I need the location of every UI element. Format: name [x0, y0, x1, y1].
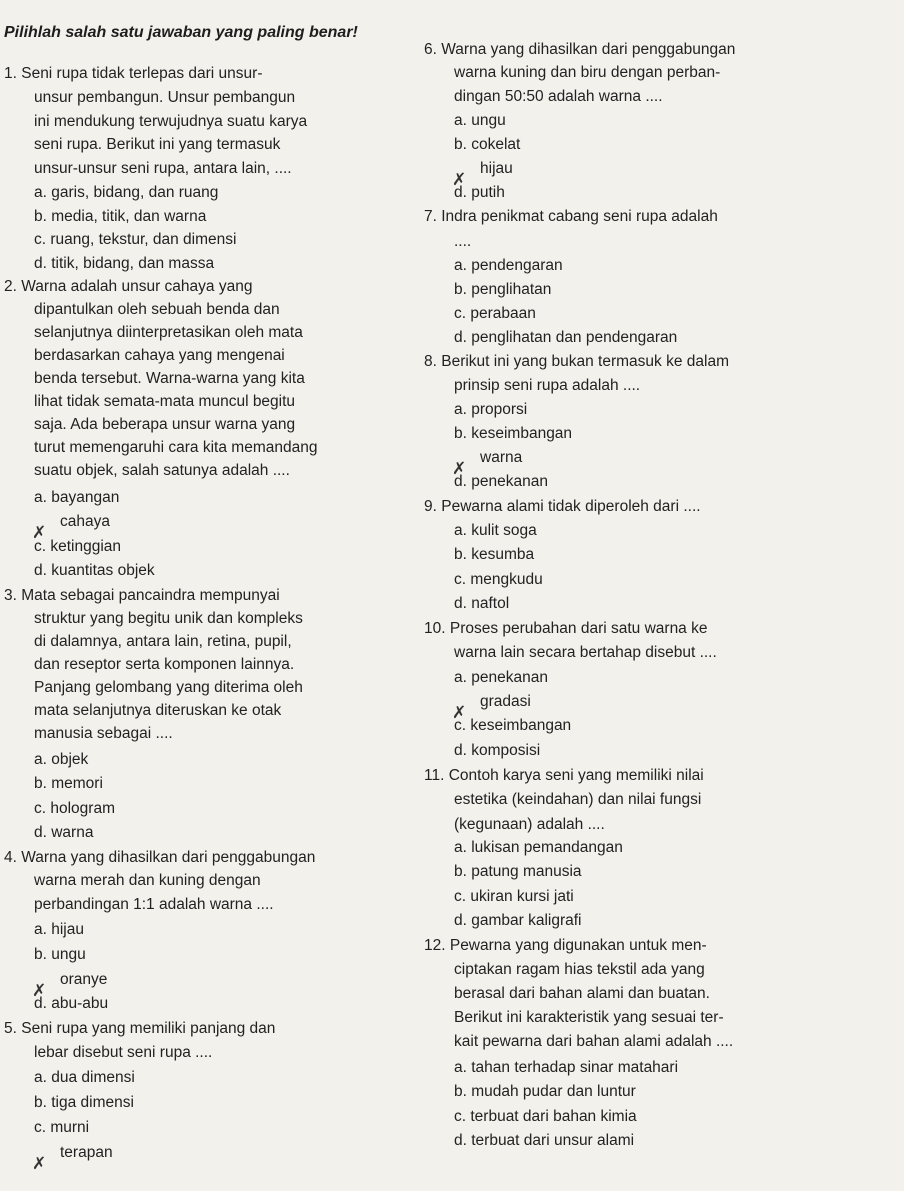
question-text-line: berasal dari bahan alami dan buatan.	[454, 985, 710, 1002]
question-text-line: ini mendukung terwujudnya suatu karya	[34, 113, 308, 130]
question-text-line: warna lain secara bertahap disebut ....	[454, 644, 717, 661]
answer-option: a. lukisan pemandangan	[454, 839, 623, 856]
answer-option: b. memori	[34, 775, 103, 792]
question-line: 8. Berikut ini yang bukan termasuk ke dalam	[424, 353, 729, 370]
question-text-line: struktur yang begitu unik dan kompleks	[34, 610, 303, 627]
question-line: 3. Mata sebagai pancaindra mempunyai	[4, 587, 280, 604]
answer-option: a. bayangan	[34, 489, 120, 506]
question-text-line: suatu objek, salah satunya adalah ....	[34, 462, 290, 479]
answer-option: d. terbuat dari unsur alami	[454, 1132, 635, 1149]
answer-option: ✗ gradasi	[452, 693, 531, 722]
answer-option: b. media, titik, dan warna	[34, 208, 207, 225]
question-text-line: (kegunaan) adalah ....	[454, 816, 605, 833]
answer-option: b. keseimbangan	[454, 425, 573, 442]
question-text-line: manusia sebagai ....	[34, 725, 173, 742]
answer-option: d. penglihatan dan pendengaran	[454, 329, 678, 346]
answer-option: b. penglihatan	[454, 281, 552, 298]
question-text-line: saja. Ada beberapa unsur warna yang	[34, 416, 296, 433]
question-text-line: seni rupa. Berikut ini yang termasuk	[34, 136, 281, 153]
answer-option: ✗ hijau	[452, 160, 513, 189]
question-line: 12. Pewarna yang digunakan untuk men-	[424, 937, 707, 954]
question-line: 1. Seni rupa tidak terlepas dari unsur-	[4, 65, 263, 82]
answer-option: d. penekanan	[454, 473, 548, 490]
answer-option: c. mengkudu	[454, 571, 543, 588]
question-text-line: Panjang gelombang yang diterima oleh	[34, 679, 303, 696]
answer-option: d. naftol	[454, 595, 510, 612]
question-line: 6. Warna yang dihasilkan dari penggabungan	[424, 41, 736, 58]
answer-option-text: cahaya	[60, 513, 110, 530]
question-text-line: warna merah dan kuning dengan	[34, 872, 261, 889]
question-text-line: benda tersebut. Warna-warna yang kita	[34, 370, 305, 387]
answer-option: a. ungu	[454, 112, 506, 129]
question-line: 4. Warna yang dihasilkan dari penggabungan	[4, 849, 316, 866]
answer-option-text: warna	[480, 449, 523, 466]
answer-option: d. komposisi	[454, 742, 541, 759]
question-text-line: dan reseptor serta komponen lainnya.	[34, 656, 295, 673]
answer-option: ✗ oranye	[32, 971, 108, 1000]
answer-option: c. murni	[34, 1119, 90, 1136]
answer-option: c. ukiran kursi jati	[454, 888, 574, 905]
question-text-line: dingan 50:50 adalah warna ....	[454, 88, 663, 105]
answer-option: a. proporsi	[454, 401, 528, 418]
question-line: 11. Contoh karya seni yang memiliki nilai	[424, 767, 704, 784]
question-text-line: prinsip seni rupa adalah ....	[454, 377, 641, 394]
question-line: 7. Indra penikmat cabang seni rupa adalah	[424, 208, 718, 225]
question-text-line: selanjutnya diinterpretasikan oleh mata	[34, 324, 303, 341]
answer-option: d. putih	[454, 184, 505, 201]
answer-option: a. penekanan	[454, 669, 548, 686]
answer-option: d. gambar kaligrafi	[454, 912, 582, 929]
question-text-line: ....	[454, 233, 472, 250]
answer-option: c. terbuat dari bahan kimia	[454, 1108, 637, 1125]
question-text-line: dipantulkan oleh sebuah benda dan	[34, 301, 280, 318]
question-text-line: perbandingan 1:1 adalah warna ....	[34, 896, 274, 913]
question-line: 10. Proses perubahan dari satu warna ke	[424, 620, 708, 637]
answer-option: c. keseimbangan	[454, 717, 572, 734]
answer-option: b. cokelat	[454, 136, 521, 153]
question-text-line: lihat tidak semata-mata muncul begitu	[34, 393, 296, 410]
question-text-line: warna kuning dan biru dengan perban-	[454, 64, 721, 81]
answer-option: c. ketinggian	[34, 538, 122, 555]
question-text-line: Berikut ini karakteristik yang sesuai ter-	[454, 1009, 724, 1026]
question-line: 2. Warna adalah unsur cahaya yang	[4, 278, 253, 295]
answer-option: d. warna	[34, 824, 94, 841]
question-text-line: lebar disebut seni rupa ....	[34, 1044, 213, 1061]
answer-option: d. kuantitas objek	[34, 562, 155, 579]
question-text-line: turut memengaruhi cara kita memandang	[34, 439, 318, 456]
answer-option: c. hologram	[34, 800, 115, 817]
question-text-line: unsur-unsur seni rupa, antara lain, ....	[34, 160, 292, 177]
answer-option: b. ungu	[34, 946, 86, 963]
answer-option: a. pendengaran	[454, 257, 563, 274]
answer-option: b. mudah pudar dan luntur	[454, 1083, 636, 1100]
answer-option: ✗ warna	[452, 449, 523, 478]
answer-option: d. titik, bidang, dan massa	[34, 255, 215, 272]
question-text-line: kait pewarna dari bahan alami adalah ....	[454, 1033, 734, 1050]
answer-option-text: oranye	[60, 971, 108, 988]
answer-option-text: hijau	[480, 160, 513, 177]
question-text-line: mata selanjutnya diteruskan ke otak	[34, 702, 282, 719]
question-line: 9. Pewarna alami tidak diperoleh dari ....	[424, 498, 701, 515]
question-line: 5. Seni rupa yang memiliki panjang dan	[4, 1020, 276, 1037]
answer-option: c. perabaan	[454, 305, 536, 322]
answer-option: d. abu-abu	[34, 995, 109, 1012]
answer-option: b. patung manusia	[454, 863, 582, 880]
answer-option: b. tiga dimensi	[34, 1094, 134, 1111]
answer-option: a. kulit soga	[454, 522, 537, 539]
question-text-line: estetika (keindahan) dan nilai fungsi	[454, 791, 702, 808]
question-text-line: ciptakan ragam hias tekstil ada yang	[454, 961, 705, 978]
question-text-line: berdasarkan cahaya yang mengenai	[34, 347, 285, 364]
instruction-title: Pilihlah salah satu jawaban yang paling benar!	[4, 24, 358, 41]
answer-option-text: terapan	[60, 1144, 113, 1161]
answer-option: a. hijau	[34, 921, 84, 938]
answer-option: a. dua dimensi	[34, 1069, 135, 1086]
answer-option: ✗ terapan	[32, 1144, 113, 1173]
answer-option-text: gradasi	[480, 693, 531, 710]
answer-option: b. kesumba	[454, 546, 535, 563]
question-text-line: di dalamnya, antara lain, retina, pupil,	[34, 633, 292, 650]
question-text-line: unsur pembangun. Unsur pembangun	[34, 89, 296, 106]
answer-option: a. tahan terhadap sinar matahari	[454, 1059, 679, 1076]
answer-option: a. garis, bidang, dan ruang	[34, 184, 219, 201]
answer-option: c. ruang, tekstur, dan dimensi	[34, 231, 237, 248]
answer-option: a. objek	[34, 751, 89, 768]
answer-option: ✗ cahaya	[32, 513, 110, 542]
